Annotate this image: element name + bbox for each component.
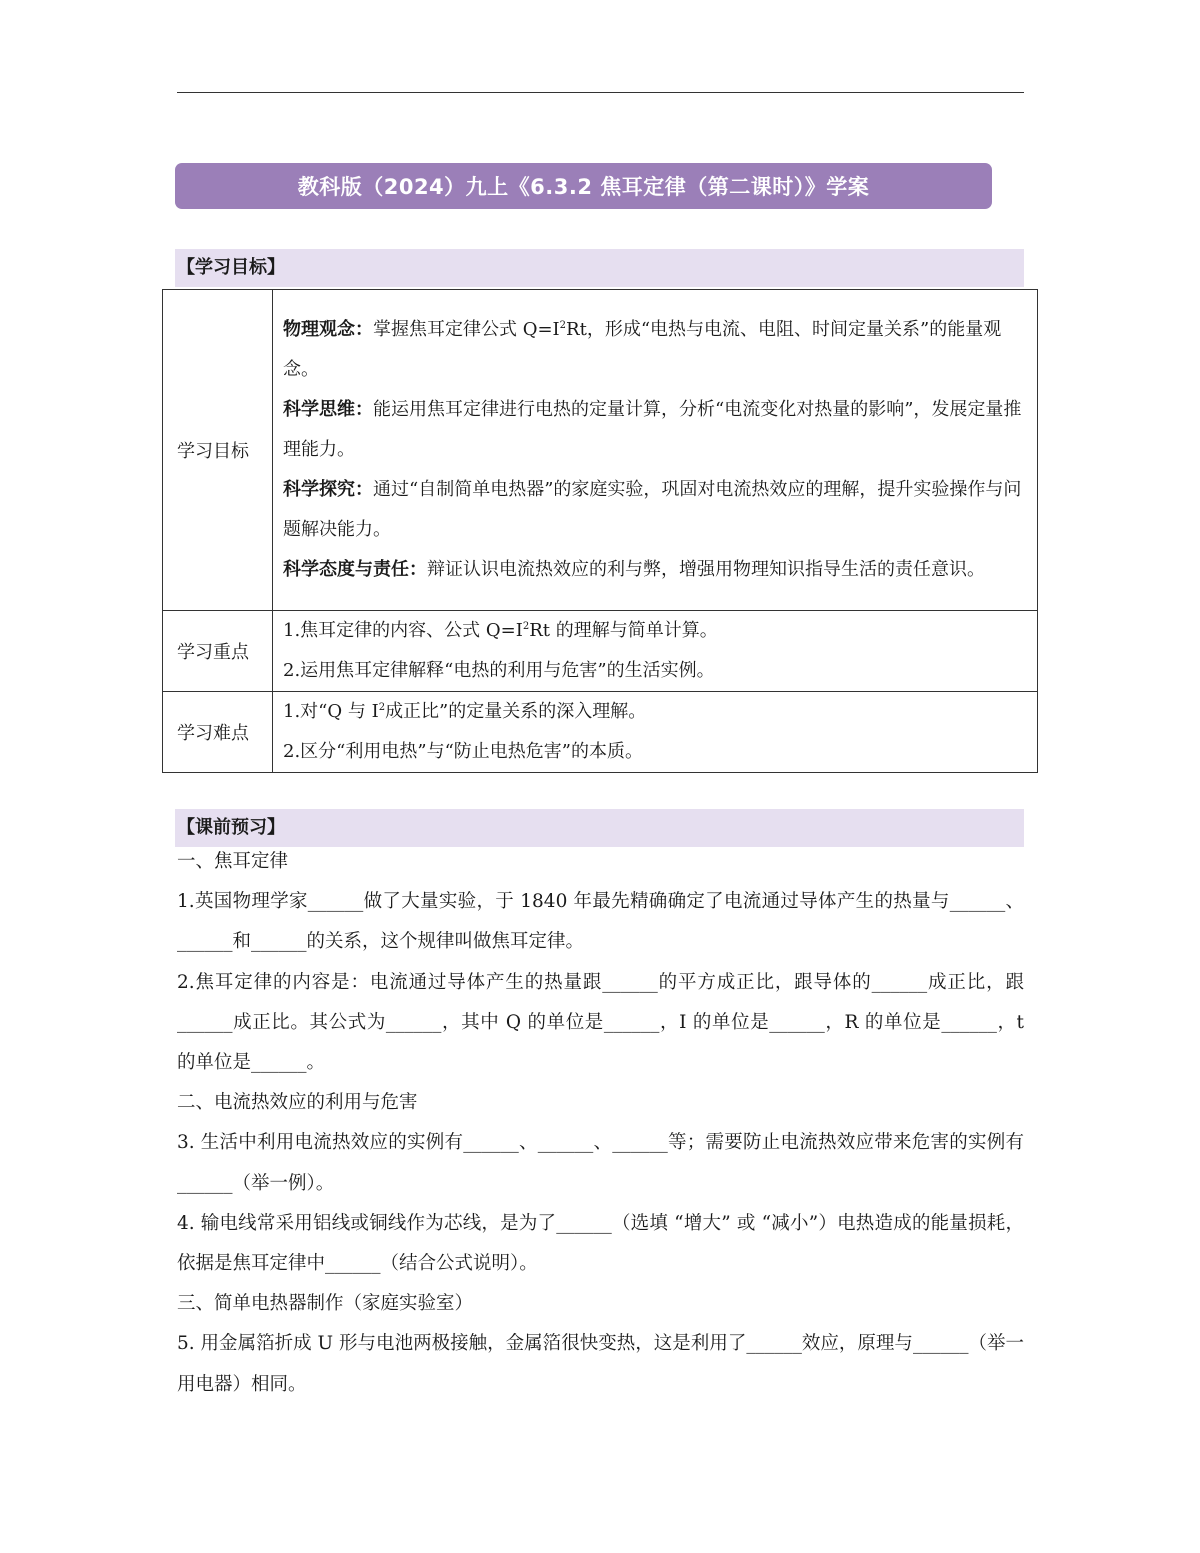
goal-item [283,390,1029,470]
superscript: 2 [378,702,386,713]
goal-keyword: 科学探究： [283,479,373,500]
question-item: 3. 生活中利用电流热效应的实例有______、______、______等；需要防止电流热效应带来危害的实例有______（举一例）。 [177,1132,1024,1194]
row-label: 学习目标 [163,290,273,611]
subheading: 三、简单电热器制作（家庭实验室） [177,1293,474,1315]
item-text: Rt 的理解与简单计算。 [529,620,718,641]
row-label: 学习难点 [163,692,273,773]
key-point-item [283,611,1029,651]
subheading: 一、焦耳定律 [177,851,289,872]
goal-text: Rt，形成“电热与电流、电阻、时间定量关系”的能量观念。 [283,319,1002,380]
question-item: 2.焦耳定律的内容是：电流通过导体产生的热量跟______的平方成正比，跟导体的______成正比，跟______成正比。其公式为______，其中 Q 的单位是______，I 的单位是______，R 的单位是______，t 的单位是______。 [177,971,1024,1074]
item-text: 1.焦耳定律的内容、公式 Q=I [283,620,523,641]
learning-goals-table [162,289,1038,773]
row-content [273,692,1038,773]
key-point-item: 2.运用焦耳定律解释“电热的利用与危害”的生活实例。 [283,660,715,681]
document-title: 教科版（2024）九上《6.3.2 焦耳定律（第二课时）》学案 [175,163,992,209]
question-item: 4. 输电线常采用铝线或铜线作为芯线，是为了______（选填 “增大” 或 “减小”）电热造成的能量损耗，依据是焦耳定律中______（结合公式说明）。 [177,1212,1024,1275]
goal-keyword: 物理观念： [283,319,373,340]
goal-keyword: 科学态度与责任： [283,559,427,580]
goal-text: 通过“自制简单电热器”的家庭实验，巩固对电流热效应的理解，提升实验操作与问题解决能力。 [283,479,1022,540]
goal-item [283,550,1029,590]
goal-item [283,310,1029,390]
difficulty-item [283,692,1029,732]
goal-keyword: 科学思维： [283,399,373,420]
row-content [273,290,1038,611]
question-item: 5. 用金属箔折成 U 形与电池两极接触，金属箔很快变热，这是利用了______效应，原理与______（举一用电器）相同。 [177,1333,1024,1395]
subheading: 二、电流热效应的利用与危害 [177,1092,418,1114]
goal-text: 辩证认识电流热效应的利与弊，增强用物理知识指导生活的责任意识。 [427,559,985,580]
row-content [273,611,1038,692]
goal-item [283,470,1029,550]
section-heading-learning-goals: 【学习目标】 [175,249,1024,287]
table-row [163,611,1038,692]
section-heading-preview: 【课前预习】 [175,809,1024,847]
superscript: 2 [522,621,530,632]
header-rule [177,92,1024,93]
difficulty-item: 2.区分“利用电热”与“防止电热危害”的本质。 [283,741,643,762]
item-text: 1.对“Q 与 I [283,701,379,722]
superscript: 2 [559,320,567,331]
table-row [163,692,1038,773]
item-text: 成正比”的定量关系的深入理解。 [385,701,647,722]
goal-text: 能运用焦耳定律进行电热的定量计算，分析“电流变化对热量的影响”，发展定量推理能力。 [283,399,1022,460]
table-row [163,290,1038,611]
preview-content [177,842,1024,1405]
question-item: 1.英国物理学家______做了大量实验，于 1840 年最先精确确定了电流通过导体产生的热量与______、______和______的关系，这个规律叫做焦耳定律。 [177,891,1024,953]
goal-text: 掌握焦耳定律公式 Q=I [373,319,560,340]
row-label: 学习重点 [163,611,273,692]
